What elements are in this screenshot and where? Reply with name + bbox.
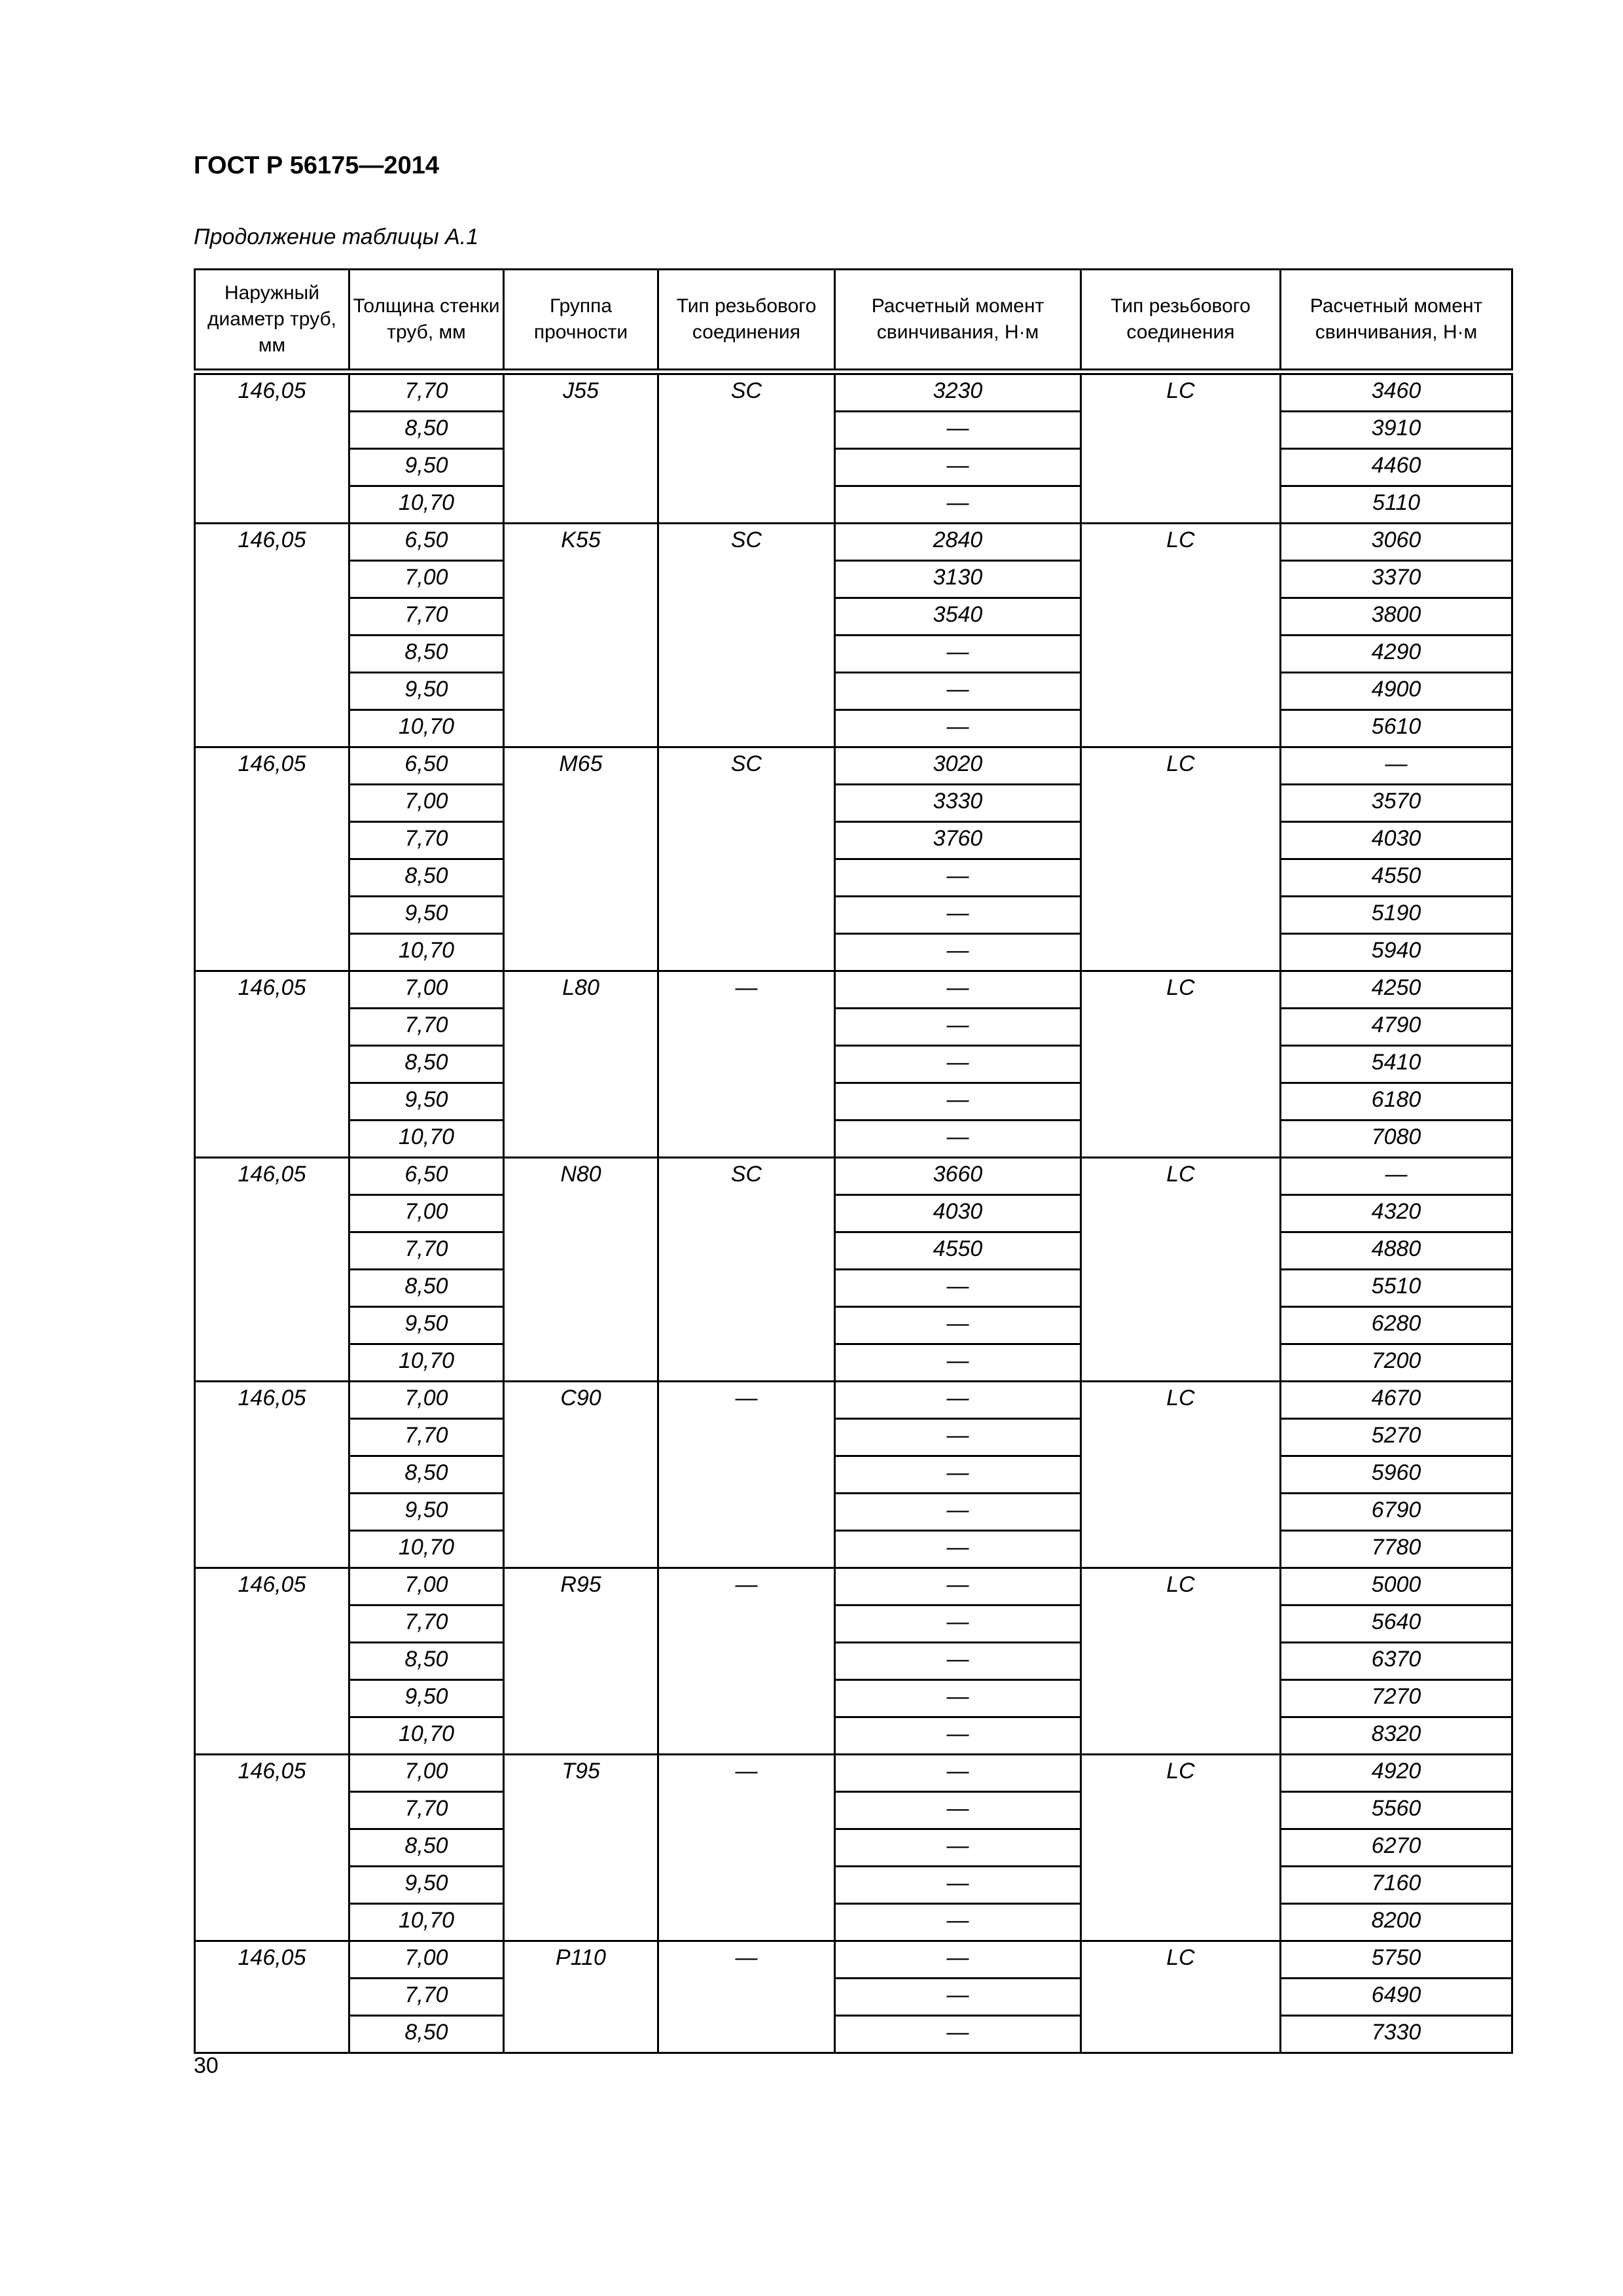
cell-torque-short: — [835,636,1081,673]
cell-wall: 8,50 [349,1456,504,1494]
table-row [195,710,1512,747]
cell-torque-long: 5750 [1281,1941,1512,1979]
cell-wall: 8,50 [349,636,504,673]
table-row [195,1158,1512,1195]
cell-diameter: 146,05 [195,1158,349,1382]
cell-torque-short: — [835,1046,1081,1083]
cell-torque-long: 5510 [1281,1270,1512,1307]
col-header-torque-short: Расчетный момент свинчивания, Н·м [835,270,1081,372]
table-row [195,1121,1512,1158]
cell-torque-short: 3020 [835,747,1081,785]
cell-thread-short: — [658,1755,835,1941]
cell-torque-short: — [835,1009,1081,1046]
cell-diameter: 146,05 [195,372,349,524]
cell-torque-long: 3570 [1281,785,1512,822]
cell-torque-long: 4790 [1281,1009,1512,1046]
cell-torque-short: — [835,2016,1081,2053]
cell-torque-short: — [835,449,1081,486]
cell-diameter: 146,05 [195,747,349,971]
cell-wall: 10,70 [349,1717,504,1755]
cell-wall: 6,50 [349,524,504,561]
cell-wall: 9,50 [349,673,504,710]
cell-thread-long: LC [1081,1755,1281,1941]
cell-diameter: 146,05 [195,1568,349,1755]
cell-torque-short: — [835,1419,1081,1456]
cell-wall: 7,00 [349,1941,504,1979]
table-row [195,1605,1512,1643]
cell-torque-short: 3760 [835,822,1081,859]
cell-wall: 7,70 [349,1605,504,1643]
cell-wall: 8,50 [349,412,504,449]
table-row [195,1307,1512,1344]
cell-diameter: 146,05 [195,1755,349,1941]
cell-torque-short: — [835,1829,1081,1867]
cell-torque-short: — [835,1307,1081,1344]
table-row [195,1531,1512,1568]
table-row [195,822,1512,859]
cell-wall: 10,70 [349,1344,504,1382]
cell-thread-short: SC [658,1158,835,1382]
cell-torque-short: — [835,710,1081,747]
cell-torque-short: — [835,1083,1081,1121]
cell-thread-short: SC [658,372,835,524]
cell-grade: P110 [504,1941,658,2053]
cell-torque-short: — [835,1755,1081,1792]
cell-thread-long: LC [1081,971,1281,1158]
table-row [195,785,1512,822]
cell-torque-long: 6790 [1281,1494,1512,1531]
cell-torque-short: — [835,1344,1081,1382]
cell-torque-long: 5410 [1281,1046,1512,1083]
col-header-diameter: Наружный диаметр труб, мм [195,270,349,372]
cell-wall: 7,70 [349,1979,504,2016]
cell-wall: 10,70 [349,1531,504,1568]
cell-wall: 7,70 [349,1009,504,1046]
cell-diameter: 146,05 [195,524,349,747]
cell-torque-short: 3540 [835,598,1081,636]
cell-grade: T95 [504,1755,658,1941]
cell-torque-long: 3800 [1281,598,1512,636]
table-row [195,1755,1512,1792]
table-row [195,1419,1512,1456]
cell-wall: 9,50 [349,1867,504,1904]
col-header-grade: Группа прочности [504,270,658,372]
cell-torque-short: 3660 [835,1158,1081,1195]
col-header-torque-long: Расчетный момент свинчивания, Н·м [1281,270,1512,372]
cell-torque-long: 4320 [1281,1195,1512,1232]
table-row [195,412,1512,449]
cell-thread-long: LC [1081,1382,1281,1568]
cell-torque-long: — [1281,747,1512,785]
cell-torque-short: — [835,1531,1081,1568]
table-row [195,372,1512,412]
table-row [195,598,1512,636]
cell-torque-long: 3060 [1281,524,1512,561]
cell-thread-short: — [658,1568,835,1755]
cell-thread-long: LC [1081,372,1281,524]
cell-torque-short: — [835,486,1081,524]
cell-wall: 6,50 [349,1158,504,1195]
cell-torque-short: — [835,1643,1081,1680]
table-row [195,2016,1512,2053]
cell-torque-long: 4670 [1281,1382,1512,1419]
cell-wall: 7,00 [349,971,504,1009]
cell-torque-long: 5610 [1281,710,1512,747]
cell-thread-short: — [658,1941,835,2053]
cell-thread-long: LC [1081,1941,1281,2053]
table-row [195,1046,1512,1083]
cell-wall: 7,70 [349,1419,504,1456]
cell-wall: 7,00 [349,1568,504,1605]
cell-thread-short: — [658,1382,835,1568]
cell-grade: K55 [504,524,658,747]
cell-torque-short: — [835,1979,1081,2016]
cell-wall: 8,50 [349,1643,504,1680]
cell-torque-long: 4290 [1281,636,1512,673]
cell-torque-long: 5960 [1281,1456,1512,1494]
table-row [195,449,1512,486]
cell-wall: 8,50 [349,1829,504,1867]
cell-torque-short: — [835,1941,1081,1979]
table-row [195,1456,1512,1494]
cell-torque-long: 7330 [1281,2016,1512,2053]
cell-wall: 10,70 [349,1904,504,1941]
col-header-thread-long: Тип резьбового соединения [1081,270,1281,372]
cell-thread-long: LC [1081,1158,1281,1382]
cell-wall: 8,50 [349,1270,504,1307]
cell-torque-long: 4920 [1281,1755,1512,1792]
cell-torque-short: 4030 [835,1195,1081,1232]
cell-wall: 7,70 [349,372,504,412]
table-row [195,1792,1512,1829]
cell-torque-long: 5640 [1281,1605,1512,1643]
cell-wall: 9,50 [349,1680,504,1717]
cell-torque-long: 7080 [1281,1121,1512,1158]
cell-torque-short: 3330 [835,785,1081,822]
table-row [195,897,1512,934]
table-row [195,1680,1512,1717]
table-row [195,1270,1512,1307]
cell-grade: M65 [504,747,658,971]
cell-torque-long: 8200 [1281,1904,1512,1941]
cell-torque-short: — [835,1717,1081,1755]
standard-header: ГОСТ Р 56175—2014 [194,152,439,179]
cell-wall: 7,00 [349,1755,504,1792]
cell-torque-long: 5940 [1281,934,1512,971]
cell-torque-long: 6180 [1281,1083,1512,1121]
cell-torque-short: 2840 [835,524,1081,561]
cell-wall: 9,50 [349,1083,504,1121]
cell-torque-short: — [835,1270,1081,1307]
cell-grade: R95 [504,1568,658,1755]
table-row [195,673,1512,710]
cell-grade: Ј55 [504,372,658,524]
cell-torque-long: 5190 [1281,897,1512,934]
cell-torque-long: 6370 [1281,1643,1512,1680]
cell-wall: 7,70 [349,822,504,859]
table-row [195,1867,1512,1904]
table-row [195,971,1512,1009]
cell-torque-short: 3130 [835,561,1081,598]
cell-wall: 9,50 [349,897,504,934]
cell-torque-short: — [835,1904,1081,1941]
cell-torque-long: 4250 [1281,971,1512,1009]
cell-wall: 6,50 [349,747,504,785]
table-row [195,934,1512,971]
cell-wall: 10,70 [349,1121,504,1158]
cell-torque-short: 4550 [835,1232,1081,1270]
cell-torque-short: — [835,673,1081,710]
table-caption: Продолжение таблицы А.1 [194,224,479,249]
table-row [195,1568,1512,1605]
cell-torque-long: — [1281,1158,1512,1195]
table-row [195,1904,1512,1941]
cell-wall: 7,00 [349,1382,504,1419]
cell-wall: 9,50 [349,1494,504,1531]
cell-diameter: 146,05 [195,1941,349,2053]
cell-wall: 7,70 [349,598,504,636]
cell-torque-short: — [835,1121,1081,1158]
cell-torque-long: 3910 [1281,412,1512,449]
cell-torque-long: 5110 [1281,486,1512,524]
cell-wall: 8,50 [349,859,504,897]
cell-torque-long: 4460 [1281,449,1512,486]
cell-grade: C90 [504,1382,658,1568]
cell-wall: 7,00 [349,785,504,822]
table-row [195,1344,1512,1382]
table-row [195,1494,1512,1531]
cell-wall: 7,70 [349,1792,504,1829]
table-row [195,859,1512,897]
cell-torque-long: 4900 [1281,673,1512,710]
table-row [195,1643,1512,1680]
cell-wall: 9,50 [349,449,504,486]
table-header-row [195,270,1512,372]
cell-torque-short: — [835,1456,1081,1494]
cell-diameter: 146,05 [195,1382,349,1568]
col-header-thread-short: Тип резьбового соединения [658,270,835,372]
cell-thread-long: LC [1081,1568,1281,1755]
table-row [195,561,1512,598]
cell-torque-short: — [835,934,1081,971]
cell-torque-short: — [835,1605,1081,1643]
table-row [195,1717,1512,1755]
cell-wall: 10,70 [349,710,504,747]
cell-torque-short: — [835,1494,1081,1531]
cell-wall: 7,70 [349,1232,504,1270]
cell-wall: 7,00 [349,561,504,598]
table-row [195,1829,1512,1867]
cell-torque-short: 3230 [835,372,1081,412]
table-row [195,524,1512,561]
table-row [195,636,1512,673]
cell-diameter: 146,05 [195,971,349,1158]
cell-torque-short: — [835,1792,1081,1829]
cell-grade: N80 [504,1158,658,1382]
cell-wall: 8,50 [349,2016,504,2053]
cell-torque-long: 3370 [1281,561,1512,598]
cell-torque-long: 7200 [1281,1344,1512,1382]
table-row [195,1941,1512,1979]
cell-torque-short: — [835,859,1081,897]
cell-torque-long: 6490 [1281,1979,1512,2016]
cell-thread-short: — [658,971,835,1158]
cell-torque-long: 4880 [1281,1232,1512,1270]
table-row [195,1009,1512,1046]
cell-torque-short: — [835,1568,1081,1605]
table-row [195,747,1512,785]
cell-torque-short: — [835,412,1081,449]
cell-torque-long: 3460 [1281,372,1512,412]
table-row [195,1979,1512,2016]
table-body [195,372,1512,2053]
table-row [195,1232,1512,1270]
cell-torque-long: 5560 [1281,1792,1512,1829]
col-header-wall: Толщина стенки труб, мм [349,270,504,372]
torque-table [194,268,1513,2054]
cell-thread-long: LC [1081,524,1281,747]
cell-torque-long: 7270 [1281,1680,1512,1717]
cell-grade: L80 [504,971,658,1158]
cell-torque-long: 4550 [1281,859,1512,897]
cell-torque-long: 5000 [1281,1568,1512,1605]
cell-torque-short: — [835,1867,1081,1904]
cell-torque-long: 8320 [1281,1717,1512,1755]
cell-torque-short: — [835,1680,1081,1717]
cell-wall: 7,00 [349,1195,504,1232]
table-row [195,486,1512,524]
cell-torque-short: — [835,1382,1081,1419]
page-number: 30 [194,2053,219,2078]
table-row [195,1083,1512,1121]
cell-torque-long: 7780 [1281,1531,1512,1568]
cell-wall: 10,70 [349,486,504,524]
cell-torque-long: 5270 [1281,1419,1512,1456]
cell-torque-short: — [835,897,1081,934]
cell-thread-short: SC [658,747,835,971]
cell-torque-long: 4030 [1281,822,1512,859]
cell-torque-long: 7160 [1281,1867,1512,1904]
cell-torque-long: 6270 [1281,1829,1512,1867]
cell-thread-short: SC [658,524,835,747]
table-row [195,1382,1512,1419]
cell-torque-long: 6280 [1281,1307,1512,1344]
cell-wall: 8,50 [349,1046,504,1083]
cell-torque-short: — [835,971,1081,1009]
cell-thread-long: LC [1081,747,1281,971]
cell-wall: 10,70 [349,934,504,971]
table-row [195,1195,1512,1232]
cell-wall: 9,50 [349,1307,504,1344]
